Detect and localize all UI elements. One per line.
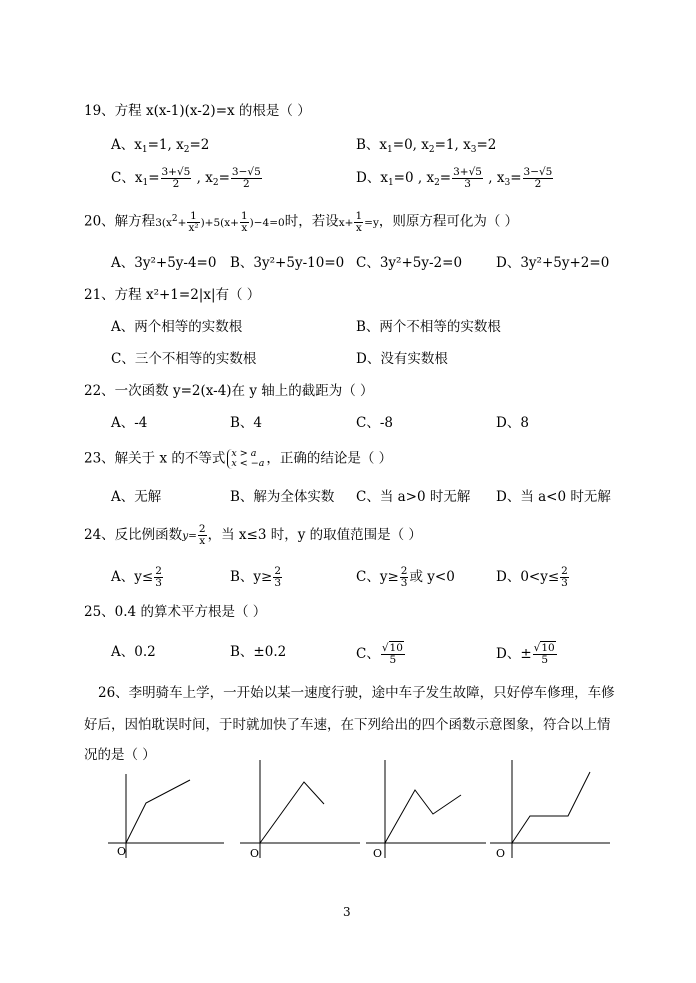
origin-label: O bbox=[373, 847, 383, 860]
fraction: $\frac{3-√5}{2}$ bbox=[231, 166, 261, 190]
q19-option-c: C、$x_1=$ $\frac{3+√5}{2}$ , $x_2=$ $\frac{3-√5}{2}$ bbox=[111, 166, 261, 190]
q22-stem: 22、一次函数 y=2(x-4)在 y 轴上的截距为（ ） bbox=[84, 383, 374, 399]
q22-option-c: C、-8 bbox=[356, 415, 393, 431]
q21-option-c: C、三个不相等的实数根 bbox=[111, 351, 257, 367]
q25-stem: 25、0.4 的算术平方根是（ ） bbox=[84, 604, 267, 620]
q21-option-b: B、两个不相等的实数根 bbox=[356, 319, 501, 335]
q19-option-a: A、$x_1=1$, $x_2=2$ bbox=[111, 137, 210, 155]
fraction: $\frac{2}{3}$ bbox=[561, 565, 568, 589]
q25-option-a: A、0.2 bbox=[111, 644, 156, 660]
q24-stem: 24、反比例函数y= $\frac{2}{x}$ ，当 x≤3 时，y 的取值范围是（ ） bbox=[84, 523, 422, 547]
q20-option-a: A、3y²+5y-4=0 bbox=[111, 255, 217, 271]
origin-label: O bbox=[117, 845, 127, 858]
fraction: $\frac{2}{x}$ bbox=[198, 523, 206, 547]
q24-option-c: C、y≥ $\frac{2}{3}$ 或 y<0 bbox=[356, 565, 455, 589]
graph-line bbox=[260, 782, 324, 843]
q20-option-d: D、3y²+5y+2=0 bbox=[496, 255, 610, 271]
inequality-system: x > a x < −a bbox=[227, 449, 264, 469]
q23-option-d: D、当 a<0 时无解 bbox=[496, 489, 611, 505]
q19-option-b: B、$x_1=0$, $x_2=1$, $x_3=2$ bbox=[356, 137, 497, 155]
q25-option-b: B、±0.2 bbox=[230, 644, 287, 660]
fraction: $\frac{2}{3}$ bbox=[274, 565, 282, 589]
graph-line bbox=[385, 790, 461, 843]
q20-option-b: B、3y²+5y-10=0 bbox=[230, 255, 345, 271]
fraction: $\frac{1}{x}$ bbox=[355, 210, 363, 234]
origin-label: O bbox=[250, 847, 260, 860]
q23-option-b: B、解为全体实数 bbox=[230, 489, 335, 505]
q24-option-a: A、y≤ $\frac{2}{3}$ bbox=[111, 565, 162, 589]
fraction: $\frac{√10}{5}$ bbox=[533, 642, 555, 666]
fraction: $\frac{1}{\text{x²}}$ bbox=[188, 210, 199, 234]
fraction: $\frac{3+√5}{3}$ bbox=[453, 166, 482, 190]
q21-option-d: D、没有实数根 bbox=[356, 351, 448, 367]
fraction: $\frac{1}{x}$ bbox=[240, 210, 248, 234]
fraction: $\frac{3+√5}{2}$ bbox=[161, 166, 191, 190]
q26-line-3: 况的是（ ） bbox=[84, 747, 156, 763]
graph-line bbox=[512, 772, 590, 843]
q24-option-b: B、y≥ $\frac{2}{3}$ bbox=[230, 565, 282, 589]
q26-line-2: 好后，因怕耽误时间，于时就加快了车速，在下列给出的四个函数示意图象，符合以上情 bbox=[84, 717, 611, 733]
q19-option-d: D、$x_1=0$ , $x_2=$ $\frac{3+√5}{3}$ , $x_3=$ $\frac{3-√5}{2}$ bbox=[356, 166, 553, 190]
page-number: 3 bbox=[343, 905, 351, 919]
q23-stem: 23、解关于 x 的不等式 x > a x < −a ，正确的结论是（ ） bbox=[84, 448, 393, 469]
fraction: $\frac{2}{3}$ bbox=[155, 565, 162, 589]
fraction: $\frac{2}{3}$ bbox=[400, 565, 408, 589]
q25-option-d: D、± $\frac{√10}{5}$ bbox=[496, 642, 555, 666]
q25-option-c: C、 $\frac{√10}{5}$ bbox=[356, 642, 403, 666]
q24-option-d: D、0<y≤ $\frac{2}{3}$ bbox=[496, 565, 568, 589]
q21-stem: 21、方程 x²+1=2|x|有（ ） bbox=[84, 287, 261, 303]
q21-option-a: A、两个相等的实数根 bbox=[111, 319, 243, 335]
graph-option-3 bbox=[366, 760, 488, 860]
fraction: $\frac{√10}{5}$ bbox=[381, 642, 403, 666]
q22-option-b: B、4 bbox=[230, 415, 263, 431]
q19-stem: 19、方程 x(x-1)(x-2)=x 的根是（ ） bbox=[84, 103, 311, 119]
q26-line-1: 26、李明骑车上学，一开始以某一速度行驶，途中车子发生故障，只好停车修理，车修 bbox=[98, 685, 615, 701]
q20-stem: 20、解方程$3(x^2+$ $\frac{1}{\text{x²}}$ )+5(x+ $\frac{1}{x}$ )−4=0时，若设x+ $\frac{1}{x}$ =y，则原方程可化为（ ） bbox=[84, 210, 519, 234]
graph-option-4 bbox=[490, 760, 612, 860]
origin-label: O bbox=[496, 847, 506, 860]
graph-line bbox=[126, 780, 190, 843]
q23-option-c: C、当 a>0 时无解 bbox=[356, 489, 471, 505]
q23-option-a: A、无解 bbox=[111, 489, 162, 505]
q22-option-d: D、8 bbox=[496, 415, 529, 431]
q20-option-c: C、3y²+5y-2=0 bbox=[356, 255, 463, 271]
fraction: $\frac{3-√5}{2}$ bbox=[523, 166, 553, 190]
q22-option-a: A、-4 bbox=[111, 415, 148, 431]
